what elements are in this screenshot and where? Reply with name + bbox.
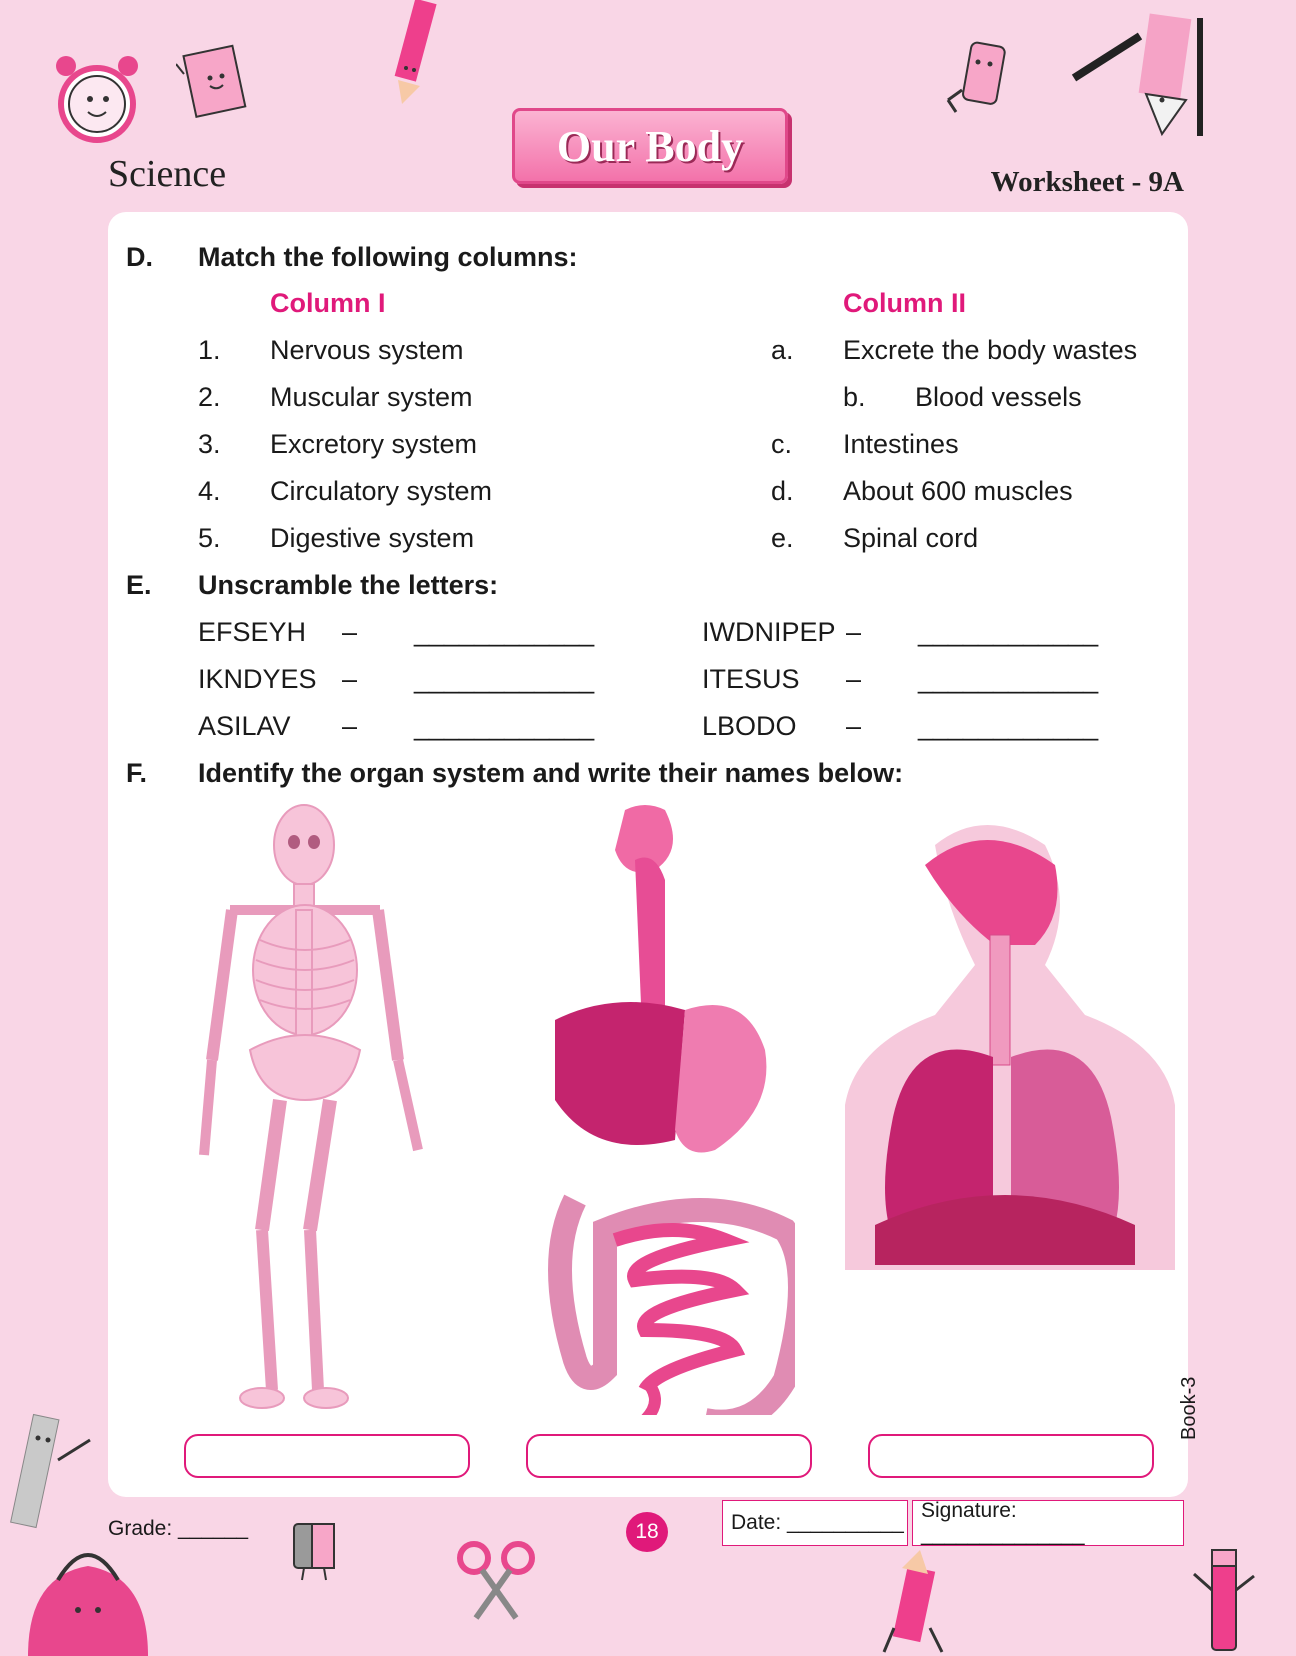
notepad-icon bbox=[176, 44, 256, 124]
scramble-word-4: IWDNIPEP bbox=[702, 617, 836, 647]
scramble-dash: – bbox=[342, 617, 358, 647]
col1-num-4: 4. bbox=[198, 476, 221, 506]
col2-item-e: Spinal cord bbox=[843, 523, 979, 553]
col1-item-3: Excretory system bbox=[270, 429, 478, 459]
col1-num-3: 3. bbox=[198, 429, 221, 459]
col1-item-1: Nervous system bbox=[270, 335, 464, 365]
col1-num-2: 2. bbox=[198, 382, 221, 412]
col1-item-4: Circulatory system bbox=[270, 476, 493, 506]
signature-label: Signature: ______________ bbox=[921, 1499, 1085, 1546]
scramble-word-5: ITESUS bbox=[702, 664, 800, 694]
pencil-icon bbox=[384, 0, 444, 110]
section-d-prompt: Match the following columns: bbox=[198, 242, 578, 272]
scissors-icon bbox=[456, 1536, 536, 1622]
answer-box-1[interactable] bbox=[184, 1434, 470, 1478]
respiratory-illustration bbox=[845, 825, 1175, 1270]
col2-item-d: About 600 muscles bbox=[843, 476, 1073, 506]
pen-character-icon bbox=[1190, 1540, 1260, 1656]
col2-item-c: Intestines bbox=[843, 429, 959, 459]
col2-letter-e: e. bbox=[771, 523, 794, 553]
answer-blank-5[interactable]: ____________ bbox=[918, 664, 1099, 694]
answer-blank-2[interactable]: ____________ bbox=[414, 664, 595, 694]
sharpener-icon bbox=[284, 1518, 344, 1584]
answer-blank-4[interactable]: ____________ bbox=[918, 617, 1099, 647]
column1-heading: Column I bbox=[270, 288, 386, 318]
subject-label: Science bbox=[108, 153, 227, 195]
page-number: 18 bbox=[626, 1512, 668, 1552]
col2-letter-c: c. bbox=[771, 429, 793, 459]
pencil-character-icon bbox=[1070, 10, 1210, 138]
col2-letter-b: b. bbox=[843, 382, 866, 412]
scramble-dash: – bbox=[342, 711, 358, 741]
skeleton-illustration bbox=[190, 800, 460, 1415]
col1-num-5: 5. bbox=[198, 523, 221, 553]
digestive-illustration bbox=[545, 800, 795, 1415]
scramble-word-1: EFSEYH bbox=[198, 617, 307, 647]
grade-field[interactable]: Grade: ______ bbox=[108, 1517, 249, 1540]
date-label: Date: __________ bbox=[731, 1511, 904, 1534]
col1-num-1: 1. bbox=[198, 335, 221, 365]
col1-item-2: Muscular system bbox=[270, 382, 473, 412]
scramble-dash: – bbox=[846, 711, 862, 741]
section-d-letter: D. bbox=[126, 242, 153, 272]
section-e-prompt: Unscramble the letters: bbox=[198, 570, 499, 600]
scramble-word-6: LBODO bbox=[702, 711, 797, 741]
scramble-dash: – bbox=[846, 664, 862, 694]
col2-item-a: Excrete the body wastes bbox=[843, 335, 1138, 365]
book-tag: Book-3 bbox=[1178, 1376, 1200, 1440]
col2-letter-a: a. bbox=[771, 335, 794, 365]
col2-letter-d: d. bbox=[771, 476, 794, 506]
answer-box-2[interactable] bbox=[526, 1434, 812, 1478]
scramble-word-2: IKNDYES bbox=[198, 664, 317, 694]
answer-box-3[interactable] bbox=[868, 1434, 1154, 1478]
bag-icon bbox=[18, 1540, 148, 1656]
column2-heading: Column II bbox=[843, 288, 966, 318]
page-title: Our Body bbox=[512, 108, 788, 184]
scramble-dash: – bbox=[342, 664, 358, 694]
answer-blank-6[interactable]: ____________ bbox=[918, 711, 1099, 741]
col1-item-5: Digestive system bbox=[270, 523, 475, 553]
eraser-icon bbox=[942, 38, 1022, 118]
section-f-prompt: Identify the organ system and write their names below: bbox=[198, 758, 904, 788]
date-field[interactable] bbox=[722, 1500, 908, 1546]
section-e-letter: E. bbox=[126, 570, 152, 600]
ruler-icon bbox=[8, 1410, 98, 1530]
col2-item-b: Blood vessels bbox=[915, 382, 1082, 412]
section-f-letter: F. bbox=[126, 758, 148, 788]
scramble-word-3: ASILAV bbox=[198, 711, 291, 741]
pencil-character-bottom-icon bbox=[880, 1548, 950, 1656]
signature-field[interactable] bbox=[912, 1500, 1184, 1546]
alarm-clock-icon bbox=[52, 44, 142, 154]
worksheet-number: Worksheet - 9A bbox=[990, 166, 1184, 198]
answer-blank-3[interactable]: ____________ bbox=[414, 711, 595, 741]
scramble-dash: – bbox=[846, 617, 862, 647]
answer-blank-1[interactable]: ____________ bbox=[414, 617, 595, 647]
